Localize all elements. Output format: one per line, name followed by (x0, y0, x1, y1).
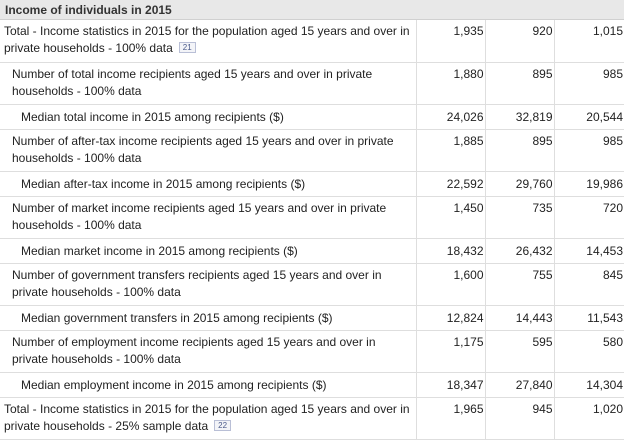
table-row (0, 62, 624, 104)
table-row (0, 196, 624, 238)
value-cell: 14,443 (485, 305, 554, 330)
value-cell: 1,450 (416, 196, 485, 238)
value-cell: 29,760 (485, 171, 554, 196)
value-cell: 32,819 (485, 104, 554, 129)
value-cell: 735 (485, 196, 554, 238)
value-cell: 24,026 (416, 104, 485, 129)
row-label: Median total income in 2015 among recipients ($) (0, 104, 416, 129)
row-label: Number of government transfers recipients aged 15 years and over in private households - 100% data (0, 263, 416, 305)
section-title: Income of individuals in 2015 (5, 3, 172, 17)
value-cell: 1,020 (554, 397, 624, 439)
value-cell: 18,347 (416, 372, 485, 397)
income-table (0, 20, 624, 440)
row-label: Number of employment income recipients aged 15 years and over in private households - 100% data (0, 330, 416, 372)
value-cell: 1,965 (416, 397, 485, 439)
value-cell: 920 (485, 20, 554, 62)
row-label: Number of after-tax income recipients aged 15 years and over in private households - 100% data (0, 129, 416, 171)
footnote-link[interactable]: 21 (179, 42, 196, 53)
table-row (0, 171, 624, 196)
value-cell: 985 (554, 129, 624, 171)
row-label: Total - Income statistics in 2015 for the population aged 15 years and over in private households - 100% data 21 (0, 20, 416, 62)
table-section-header (0, 0, 624, 20)
table-row (0, 263, 624, 305)
value-cell: 1,175 (416, 330, 485, 372)
value-cell: 22,592 (416, 171, 485, 196)
table-row (0, 330, 624, 372)
value-cell: 1,015 (554, 20, 624, 62)
value-cell: 895 (485, 62, 554, 104)
value-cell: 845 (554, 263, 624, 305)
value-cell: 26,432 (485, 238, 554, 263)
value-cell: 945 (485, 397, 554, 439)
value-cell: 1,880 (416, 62, 485, 104)
value-cell: 12,824 (416, 305, 485, 330)
value-cell: 580 (554, 330, 624, 372)
value-cell: 18,432 (416, 238, 485, 263)
row-label: Number of total income recipients aged 15 years and over in private households - 100% data (0, 62, 416, 104)
value-cell: 895 (485, 129, 554, 171)
row-label: Median employment income in 2015 among recipients ($) (0, 372, 416, 397)
value-cell: 1,600 (416, 263, 485, 305)
table-row (0, 104, 624, 129)
value-cell: 19,986 (554, 171, 624, 196)
table-row (0, 238, 624, 263)
value-cell: 11,543 (554, 305, 624, 330)
row-label: Median government transfers in 2015 among recipients ($) (0, 305, 416, 330)
value-cell: 27,840 (485, 372, 554, 397)
value-cell: 14,453 (554, 238, 624, 263)
value-cell: 755 (485, 263, 554, 305)
table-row (0, 397, 624, 439)
value-cell: 14,304 (554, 372, 624, 397)
value-cell: 985 (554, 62, 624, 104)
value-cell: 720 (554, 196, 624, 238)
row-label: Number of market income recipients aged 15 years and over in private households - 100% data (0, 196, 416, 238)
value-cell: 1,885 (416, 129, 485, 171)
value-cell: 20,544 (554, 104, 624, 129)
row-label: Median after-tax income in 2015 among recipients ($) (0, 171, 416, 196)
value-cell: 1,935 (416, 20, 485, 62)
row-label: Median market income in 2015 among recipients ($) (0, 238, 416, 263)
table-row (0, 20, 624, 62)
table-row (0, 305, 624, 330)
footnote-link[interactable]: 22 (214, 420, 231, 431)
table-row (0, 129, 624, 171)
row-label: Total - Income statistics in 2015 for the population aged 15 years and over in private households - 25% sample data 22 (0, 397, 416, 439)
table-row (0, 372, 624, 397)
value-cell: 595 (485, 330, 554, 372)
